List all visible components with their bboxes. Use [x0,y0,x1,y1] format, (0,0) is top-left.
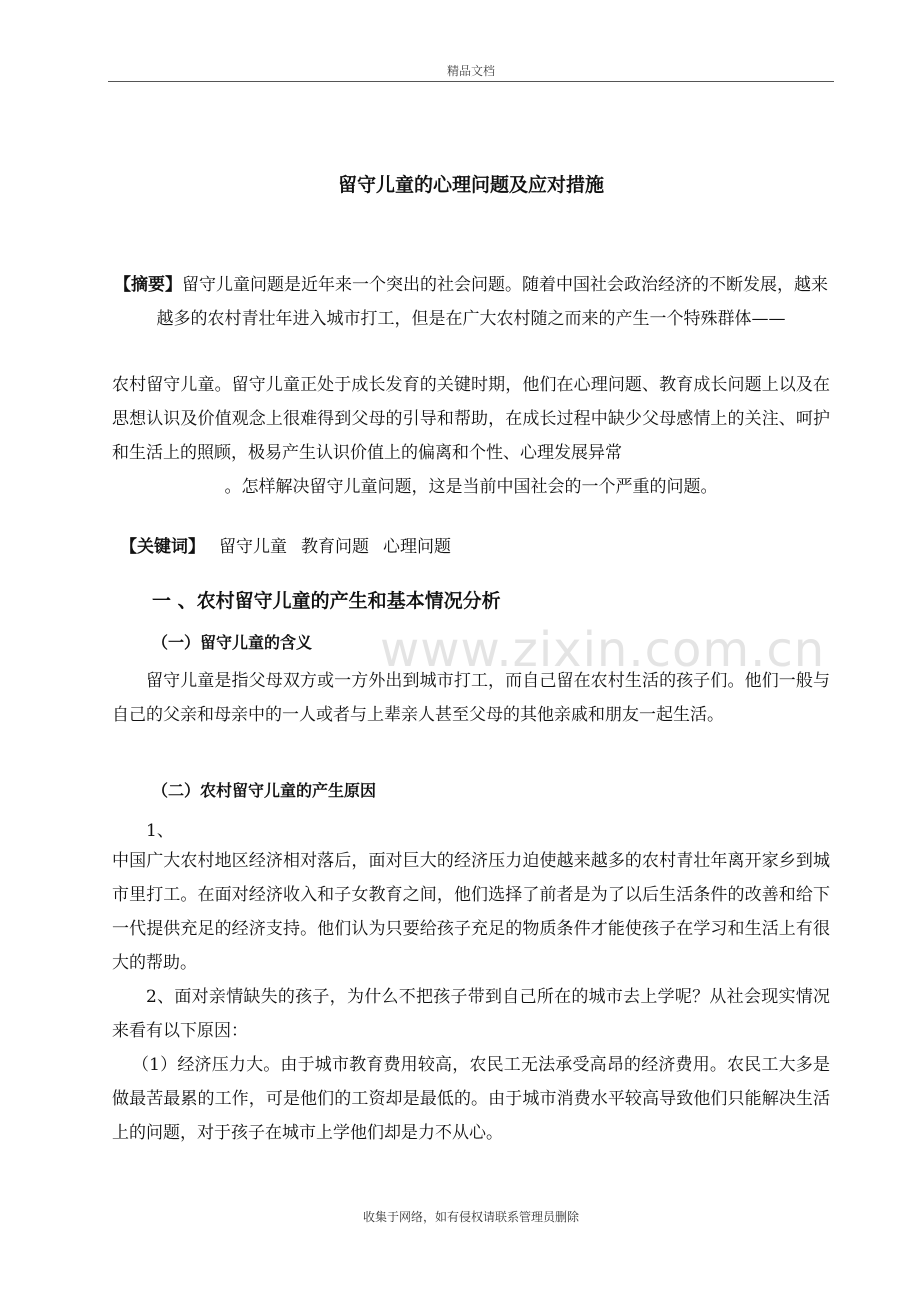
keyword-item: 教育问题 [301,537,369,557]
document-title: 留守儿童的心理问题及应对措施 [337,174,604,196]
page-header: 精品文档 [446,64,495,78]
keywords-line [120,532,451,557]
keyword-item: 心理问题 [383,537,451,557]
subsection-heading-meaning: （一）留守儿童的含义 [152,633,313,652]
list-number: 1、 [146,821,174,841]
abstract-part3: 。怎样解决留守儿童问题，这是当前中国社会的一个严重的问题。 [224,477,718,497]
watermark: www.zixin.com.cn [380,622,826,678]
keywords-label: 【关键词】 [120,537,205,557]
paragraph-cause-2-1: （1）经济压力大。由于城市教育费用较高，农民工无法承受高昂的经济费用。农民工大多是做最苦最累的工作，可是他们的工资却是最低的。由于城市消费水平较高导致他们只能解决生活上的问题，对于孩子在城市上学他们却是力不从心。 [112,1055,830,1143]
page-footer: 收集于网络，如有侵权请联系管理员删除 [362,1210,579,1224]
abstract-part2: 农村留守儿童。留守儿童正处于成长发育的关键时期，他们在心理问题、教育成长问题上以及在思想认识及价值观念上很难得到父母的引导和帮助，在成长过程中缺少父母感情上的关注、呵护和生活上的照顾，极易产生认识价值上的偏离和个性、心理发展异常 [112,375,830,463]
paragraph-meaning: 留守儿童是指父母双方或一方外出到城市打工，而自己留在农村生活的孩子们。他们一般与自己的父亲和母亲中的一人或者与上辈亲人甚至父母的其他亲戚和朋友一起生活。 [112,671,830,725]
section-heading: 一 、农村留守儿童的产生和基本情况分析 [152,590,501,612]
abstract-part1 [112,268,830,336]
header-rule [108,81,834,82]
abstract-label: 【摘要】 [114,275,182,295]
keyword-item: 留守儿童 [219,537,287,557]
abstract-text-1: 留守儿童问题是近年来一个突出的社会问题。随着中国社会政治经济的不断发展，越来越多的农村青壮年进入城市打工，但是在广大农村随之而来的产生一个特殊群体—— [156,275,828,329]
paragraph-cause-1: 中国广大农村地区经济相对落后，面对巨大的经济压力迫使越来越多的农村青壮年离开家乡到城市里打工。在面对经济收入和子女教育之间，他们选择了前者是为了以后生活条件的改善和给下一代提供充足的经济支持。他们认为只要给孩子充足的物质条件才能使孩子在学习和生活上有很大的帮助。 [112,851,830,973]
subsection-heading-causes: （二）农村留守儿童的产生原因 [152,781,377,800]
paragraph-cause-2: 2、面对亲情缺失的孩子，为什么不把孩子带到自己所在的城市去上学呢？从社会现实情况来看有以下原因： [112,987,830,1041]
